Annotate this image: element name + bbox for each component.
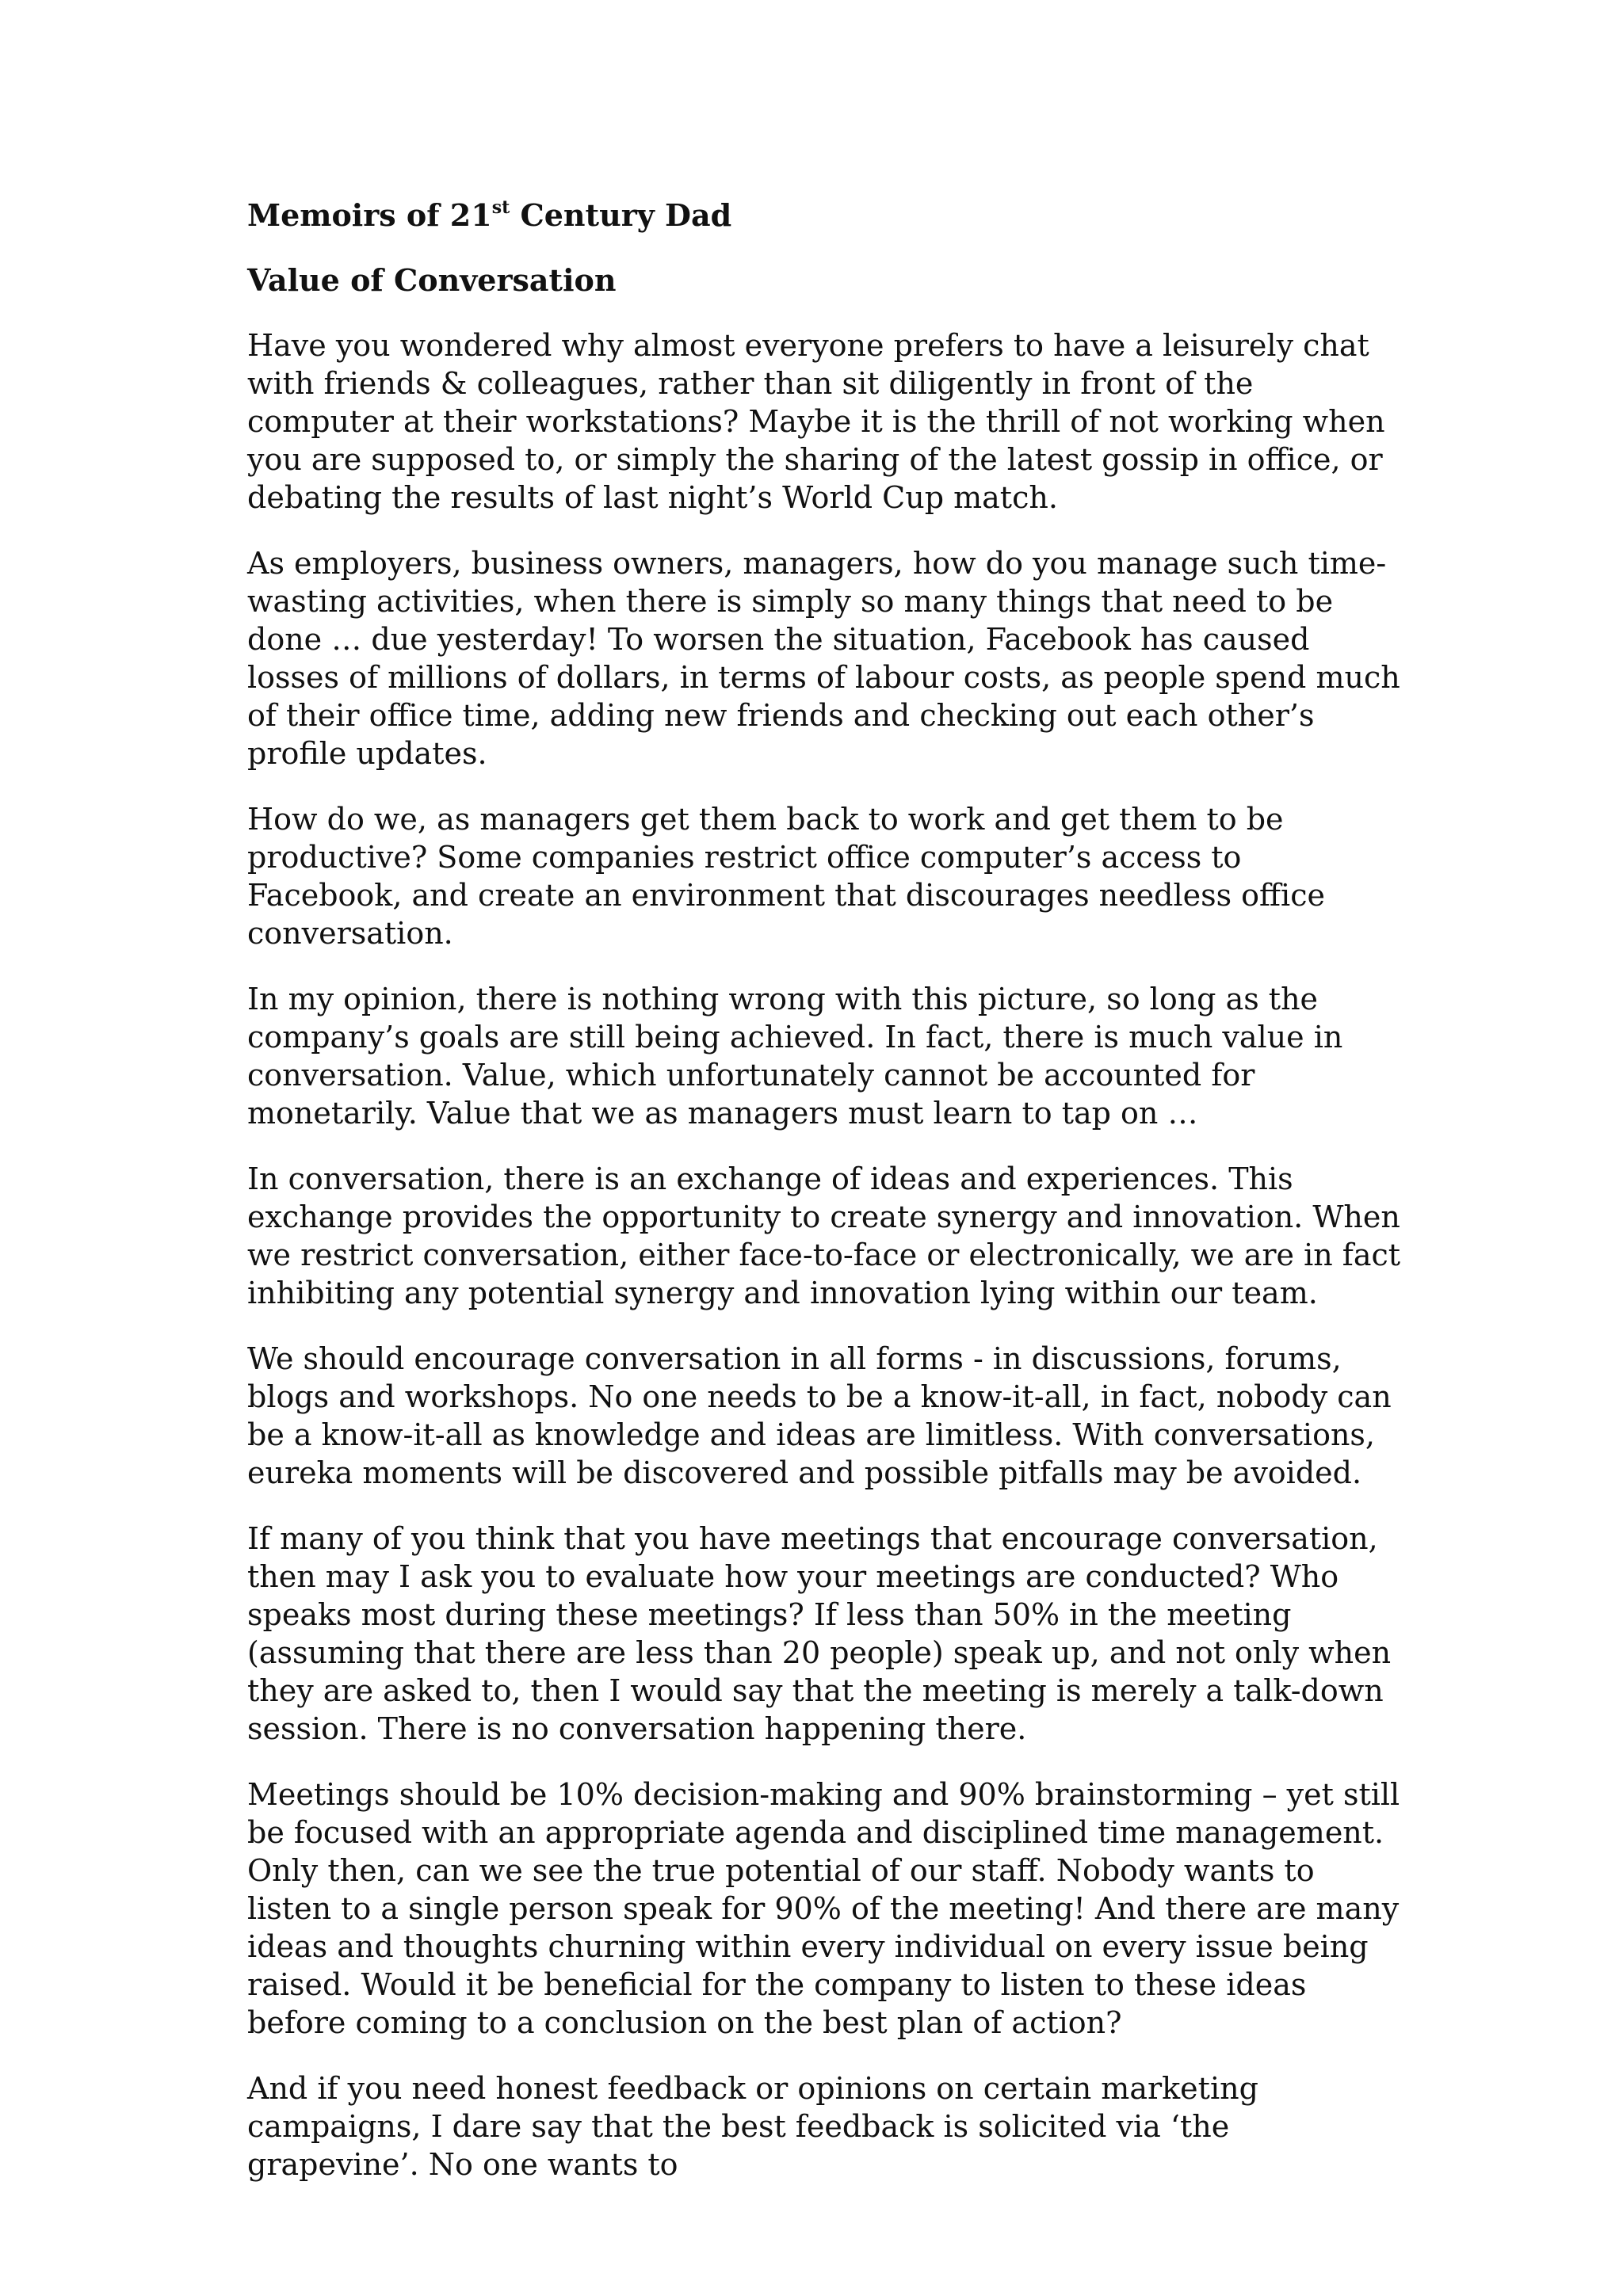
paragraph-3: How do we, as managers get them back to work and get them to be productive? Some companies restrict office computer’s access to Facebook, and create an environment that discourages needless office conversation. — [247, 802, 1325, 951]
document-title — [247, 196, 1404, 235]
paragraph-2: As employers, business owners, managers, how do you manage such time-wasting activities, when there is simply so many things that need to be done … due yesterday! To worsen the situation, Facebook has caused losses of millions of dollars, in terms of labour costs, as people spend much of their office time, adding new friends and checking out each other’s profile updates. — [247, 546, 1400, 771]
document-subtitle: Value of Conversation — [247, 262, 617, 298]
title-prefix: Memoirs of 21 — [247, 197, 492, 233]
paragraph-8: Meetings should be 10% decision-making and 90% brainstorming – yet still be focused with an appropriate agenda and disciplined time management. Only then, can we see the true potential of our staff. Nobody wants to listen to a single person speak for 90% of the meeting! And there are many ideas and thoughts churning within every individual on every issue being raised. Would it be beneficial for the company to listen to these ideas before coming to a conclusion on the best plan of action? — [247, 1777, 1400, 2040]
paragraph-1: Have you wondered why almost everyone prefers to have a leisurely chat with friends & colleagues, rather than sit diligently in front of the computer at their workstations? Maybe it is the thrill of not working when you are supposed to, or simply the sharing of the latest gossip in office, or debating the results of last night’s World Cup match. — [247, 328, 1385, 515]
paragraph-5: In conversation, there is an exchange of ideas and experiences. This exchange provides the opportunity to create synergy and innovation. When we restrict conversation, either face-to-face or electronically, we are in fact inhibiting any potential synergy and innovation lying within our team. — [247, 1161, 1401, 1310]
paragraph-4: In my opinion, there is nothing wrong with this picture, so long as the company’s goals are still being achieved. In fact, there is much value in conversation. Value, which unfortunately cannot be accounted for monetarily. Value that we as managers must learn to tap on … — [247, 982, 1343, 1131]
title-suffix: Century Dad — [510, 197, 732, 233]
paragraph-9: And if you need honest feedback or opinions on certain marketing campaigns, I dare say that the best feedback is solicited via ‘the grapevine’. No one wants to — [247, 2071, 1258, 2182]
paragraph-7: If many of you think that you have meetings that encourage conversation, then may I ask you to evaluate how your meetings are conducted? Who speaks most during these meetings? If less than 50% in the meeting (assuming that there are less than 20 people) speak up, and not only when they are asked to, then I would say that the meeting is merely a talk-down session. There is no conversation happening there. — [247, 1521, 1392, 1746]
title-superscript: st — [491, 197, 510, 219]
document-page — [247, 196, 1404, 2211]
paragraph-6: We should encourage conversation in all forms - in discussions, forums, blogs and workshops. No one needs to be a know-it-all, in fact, nobody can be a know-it-all as knowledge and ideas are limitless. With conversations, eureka moments will be discovered and possible pitfalls may be avoided. — [247, 1341, 1392, 1490]
